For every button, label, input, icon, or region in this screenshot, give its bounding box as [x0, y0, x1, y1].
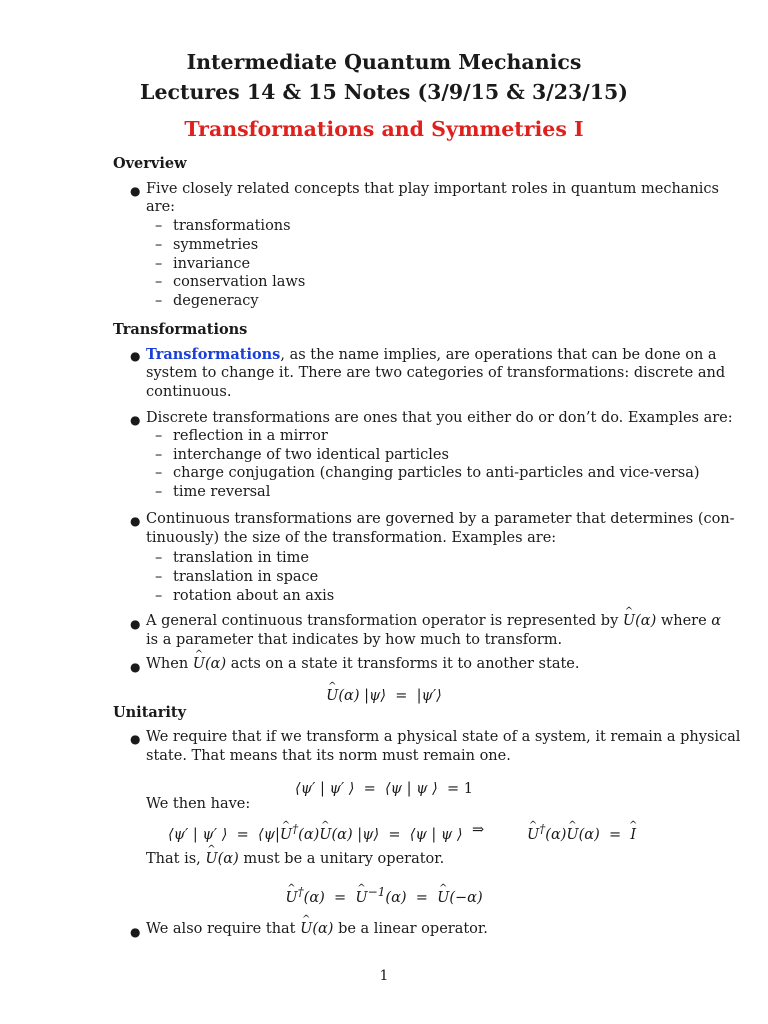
overview-heading: Overview — [113, 155, 187, 172]
paragraph-line: Continuous transformations are governed by a parameter that determines (con- — [146, 511, 735, 527]
transformations-link[interactable]: Transformations — [146, 346, 281, 363]
list-item: degeneracy — [173, 293, 259, 309]
bullet: ● — [130, 514, 141, 528]
bullet: ● — [130, 413, 141, 427]
equation-norm: ⟨ψ′ | ψ′ ⟩ = ⟨ψ | ψ ⟩ = 1 — [295, 781, 473, 797]
paragraph-line: We require that if we transform a physical state of a system, it remain a physical — [146, 729, 741, 745]
list-item: rotation about an axis — [173, 588, 335, 604]
list-item: transformations — [173, 218, 291, 234]
implies-arrow: ⇒ — [472, 822, 485, 838]
page-number: 1 — [379, 968, 389, 984]
document-page: Intermediate Quantum Mechanics Lectures 14 & 15 Notes (3/9/15 & 3/23/15) Transformations and Symmetries I Overview ● Five closely related concepts that play important roles in quantum mechanics are: – transformations – symmetries – invariance – conservation laws – degeneracy Transformations ● Transformations, as the name implies, are operations that can be done on a system to change it. There are two categories of transformations: discrete and continuous. ● Discrete transformations are ones that you either do or don’t do. Examples are: – reflection in a mirror – interchange of two identical particles – charge conjugation (changing particles to anti-particles and vice-versa) – time reversal ● Continuous transformations are governed by a parameter that determines (con- tinuously) the size of the transformation. Examples are: – translation in time – translation in space – rotation about an axis ● A general continuous transformation operator is represented by ^ U(α) where α is a parameter that indicates by how much to transform. ● When ^ U(α) acts on a state it transforms it to another state. ^ U(α) |ψ⟩ = |ψ′⟩ Unitarity ● We require that if we transform a physical state of a system, it remain a physical state. That means that its norm must remain one. ⟨ψ′ | ψ′ ⟩ = ⟨ψ | ψ ⟩ = 1 We then have: ⟨ψ′ | ψ′ ⟩ = ⟨ψ|^ U†(α)^ U(α) |ψ⟩ = ⟨ψ | ψ ⟩ ⇒ ^ U†(α)^ U(α) = ^ I That is, ^ U(α) must be a unitary operator. ^ U†(α) = ^ $U^{-1}(\alpha)$ = ^ U(−α) ● We also require that ^ U(α) be a linear operator. 1 — [0, 0, 768, 1024]
paragraph-line: A general continuous transformation operator is represented by ^ U(α) where α — [146, 613, 721, 629]
paragraph-line: We also require that ^ U(α) be a linear operator. — [146, 921, 488, 937]
bullet: ● — [130, 184, 141, 198]
equation-unitary-derivation: ⟨ψ′ | ψ′ ⟩ = ⟨ψ|^ U†(α)^ U(α) |ψ⟩ = ⟨ψ | ψ ⟩ — [168, 822, 463, 843]
overview-text: are: — [146, 199, 176, 215]
list-item: reflection in a mirror — [173, 428, 328, 444]
overview-text: Five closely related concepts that play important roles in quantum mechanics — [146, 181, 719, 197]
paragraph-line: When ^ U(α) acts on a state it transforms it to another state. — [146, 656, 580, 672]
list-item: translation in time — [173, 550, 309, 566]
equation-inverse: ^ U†(α) = ^ $U^{-1}(\alpha)$ = ^ U(−α) — [0, 885, 768, 906]
paragraph-line: is a parameter that indicates by how much to transform. — [146, 632, 563, 648]
list-item: symmetries — [173, 237, 259, 253]
document-title: Intermediate Quantum Mechanics — [186, 50, 582, 74]
list-item: interchange of two identical particles — [173, 447, 449, 463]
bullet: ● — [130, 660, 141, 674]
bullet: ● — [130, 617, 141, 631]
bullet: ● — [130, 925, 141, 939]
unitarity-heading: Unitarity — [113, 704, 187, 721]
paragraph-line: Transformations, as the name implies, are operations that can be done on a — [146, 346, 717, 363]
paragraph-line: system to change it. There are two categories of transformations: discrete and — [146, 365, 726, 381]
paragraph-line: tinuously) the size of the transformation. Examples are: — [146, 530, 557, 546]
list-item: translation in space — [173, 569, 319, 585]
document-title-line2: Lectures 14 & 15 Notes (3/9/15 & 3/23/15) — [140, 80, 628, 104]
paragraph-line: That is, ^ U(α) must be a unitary operator. — [146, 851, 444, 867]
bullet: ● — [130, 349, 141, 363]
section-title: Transformations and Symmetries I — [184, 117, 584, 141]
paragraph-line: state. That means that its norm must remain one. — [146, 748, 511, 764]
list-item: conservation laws — [173, 274, 306, 290]
equation-transform: ^ U(α) |ψ⟩ = |ψ′⟩ — [0, 688, 768, 704]
bullet: ● — [130, 732, 141, 746]
equation-unitary-condition: ^ U†(α)^ U(α) = ^ I — [527, 822, 636, 843]
paragraph-line: continuous. — [146, 384, 232, 400]
list-item: charge conjugation (changing particles to anti-particles and vice-versa) — [173, 465, 700, 481]
paragraph-line: Discrete transformations are ones that you either do or don’t do. Examples are: — [146, 410, 733, 426]
list-item: invariance — [173, 256, 251, 272]
paragraph-line: We then have: — [146, 796, 251, 812]
list-item: time reversal — [173, 484, 271, 500]
transformations-heading: Transformations — [113, 321, 248, 338]
